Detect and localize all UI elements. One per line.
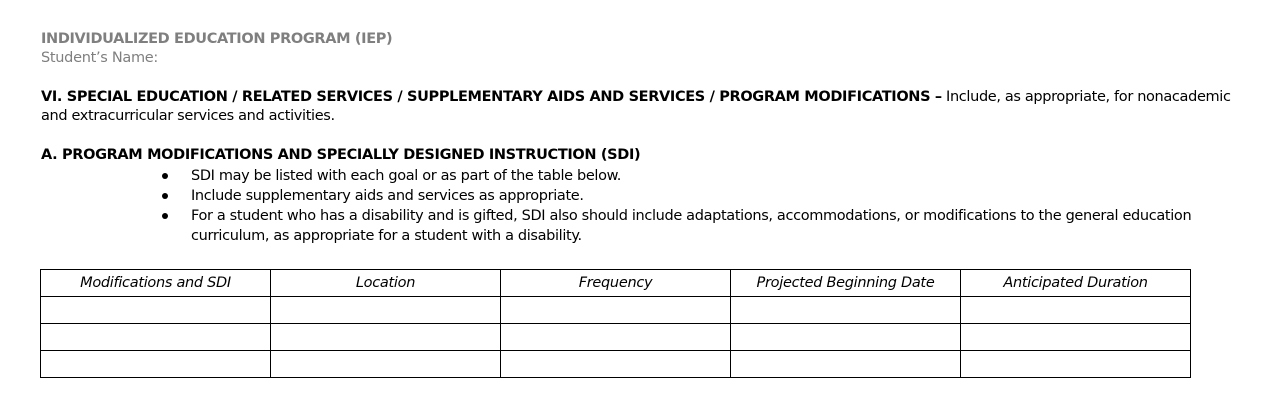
section-vi-heading: VI. SPECIAL EDUCATION / RELATED SERVICES / SUPPLEMENTARY AIDS AND SERVICES / PROGRAM MODIFICATIONS – [41, 89, 942, 105]
cell-modifications[interactable] [41, 351, 271, 378]
cell-beginning-date[interactable] [731, 324, 961, 351]
section-vi [41, 88, 1251, 126]
table-row [41, 351, 1191, 378]
cell-modifications[interactable] [41, 324, 271, 351]
cell-duration[interactable] [961, 351, 1191, 378]
cell-location[interactable] [271, 297, 501, 324]
cell-frequency[interactable] [501, 324, 731, 351]
column-header-modifications: Modifications and SDI [41, 270, 271, 297]
bullet-text: SDI may be listed with each goal or as part of the table below. [191, 168, 622, 184]
cell-frequency[interactable] [501, 297, 731, 324]
cell-beginning-date[interactable] [731, 297, 961, 324]
bullet-icon [162, 193, 168, 199]
section-vi-note: Include, as appropriate, for nonacademic and extracurricular services and activities. [41, 89, 1231, 124]
bullet-icon [162, 213, 168, 219]
cell-location[interactable] [271, 324, 501, 351]
section-a-heading: A. PROGRAM MODIFICATIONS AND SPECIALLY DESIGNED INSTRUCTION (SDI) [41, 147, 641, 163]
sdi-table [40, 269, 1191, 378]
cell-duration[interactable] [961, 324, 1191, 351]
list-item [162, 186, 1251, 206]
cell-beginning-date[interactable] [731, 351, 961, 378]
bullet-text: Include supplementary aids and services as appropriate. [191, 188, 584, 204]
table-header-row [41, 270, 1191, 297]
document-title: INDIVIDUALIZED EDUCATION PROGRAM (IEP) [41, 31, 393, 47]
cell-duration[interactable] [961, 297, 1191, 324]
column-header-location: Location [271, 270, 501, 297]
column-header-frequency: Frequency [501, 270, 731, 297]
cell-location[interactable] [271, 351, 501, 378]
table-row [41, 324, 1191, 351]
student-name-label: Student’s Name: [41, 50, 159, 66]
list-item [162, 166, 1251, 186]
bullet-icon [162, 173, 168, 179]
column-header-duration: Anticipated Duration [961, 270, 1191, 297]
table-row [41, 297, 1191, 324]
instructions-list [41, 166, 1251, 246]
list-item [162, 206, 1251, 246]
iep-document [41, 30, 1251, 246]
cell-modifications[interactable] [41, 297, 271, 324]
bullet-text: For a student who has a disability and is gifted, SDI also should include adaptations, accommodations, or modifications to the general education curriculum, as appropriate for a student with a disability. [191, 208, 1192, 244]
cell-frequency[interactable] [501, 351, 731, 378]
column-header-beginning-date: Projected Beginning Date [731, 270, 961, 297]
